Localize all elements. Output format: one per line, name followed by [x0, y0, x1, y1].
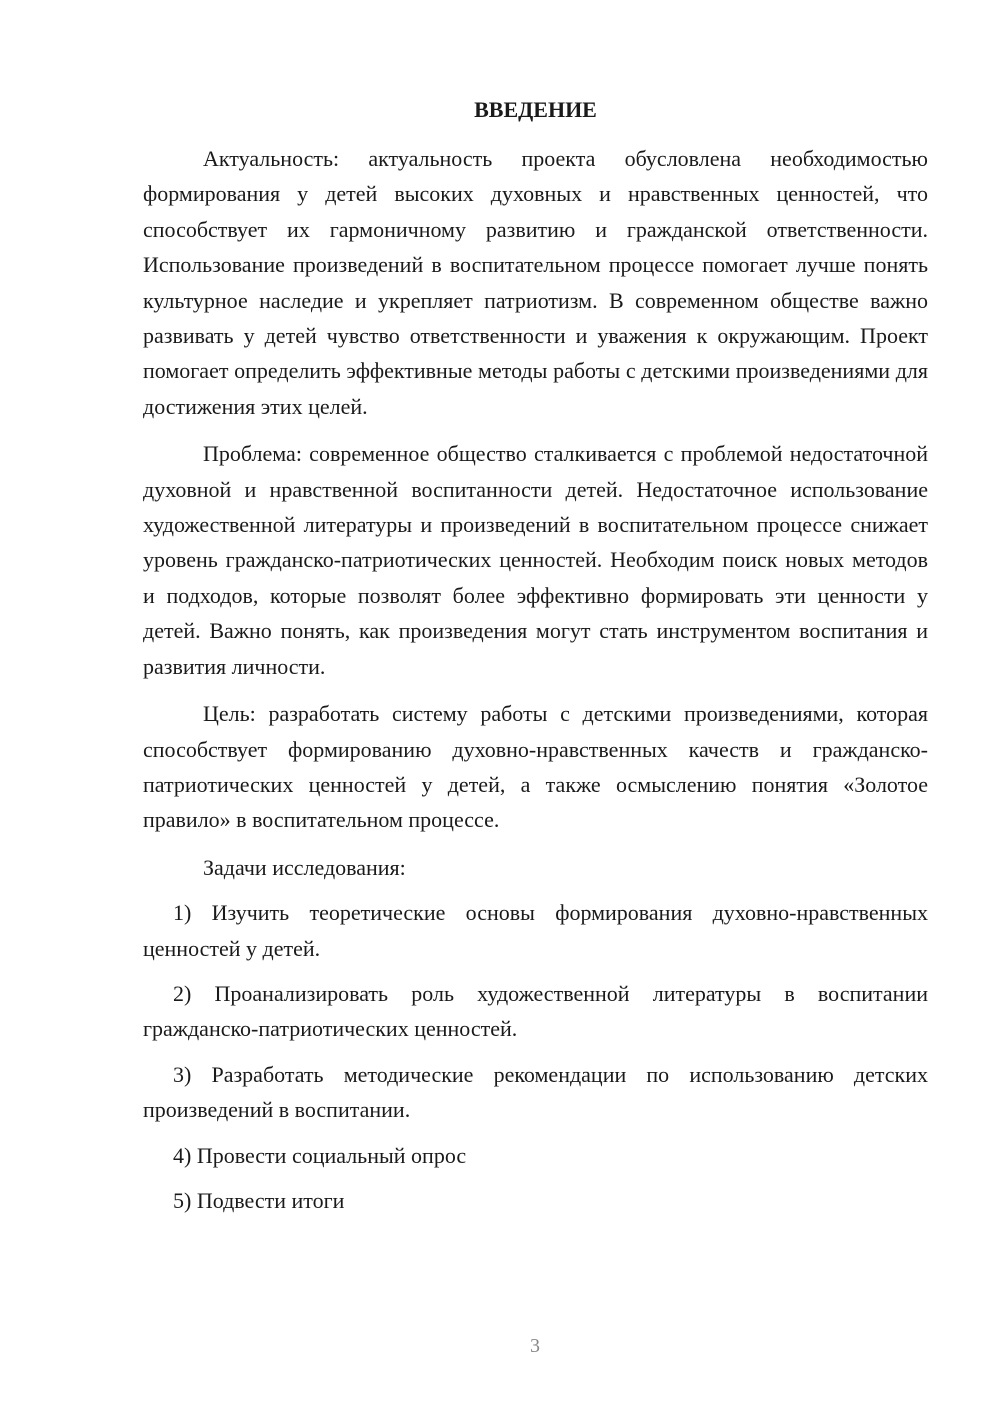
goal-paragraph: Цель: разработать систему работы с детскими произведениями, которая способствует формированию духовно-нравственных качеств и гражданско-патриотических ценностей у детей, а также осмыслению понятия «Золотое правило» в воспитательном процессе.	[143, 701, 928, 833]
relevance-paragraph: Актуальность: актуальность проекта обусловлена необходимостью формирования у детей высоких духовных и нравственных ценностей, что способствует их гармоничному развитию и гражданской ответственности. Использование произведений в воспитательном процессе помогает лучше понять культурное наследие и укрепляет патриотизм. В современном обществе важно развивать у детей чувство ответственности и уважения к окружающим. Проект помогает определить эффективные методы работы с детскими произведениями для достижения этих целей.	[143, 146, 928, 419]
page-title: ВВЕДЕНИЕ	[474, 97, 597, 122]
task-item: 1) Изучить теоретические основы формирования духовно-нравственных ценностей у детей.	[143, 900, 928, 961]
task-item: 3) Разработать методические рекомендации по использованию детских произведений в воспитании.	[143, 1061, 928, 1123]
document-page	[143, 94, 928, 1228]
problem-paragraph: Проблема: современное общество сталкивается с проблемой недостаточной духовной и нравственной воспитанности детей. Недостаточное использование художественной литературы и произведений в воспитательном процессе снижает уровень гражданско-патриотических ценностей. Необходим поиск новых методов и подходов, которые позволят более эффективно формировать эти ценности у детей. Важно понять, как произведения могут стать инструментом воспитания и развития личности.	[143, 441, 928, 679]
task-item: 4) Провести социальный опрос	[173, 1142, 467, 1168]
tasks-heading: Задачи исследования:	[203, 854, 406, 880]
task-item: 2) Проанализировать роль художественной литературы в воспитании гражданско-патриотических ценностей.	[143, 980, 928, 1042]
page-number: 3	[530, 1335, 540, 1357]
task-item: 5) Подвести итоги	[173, 1187, 345, 1213]
